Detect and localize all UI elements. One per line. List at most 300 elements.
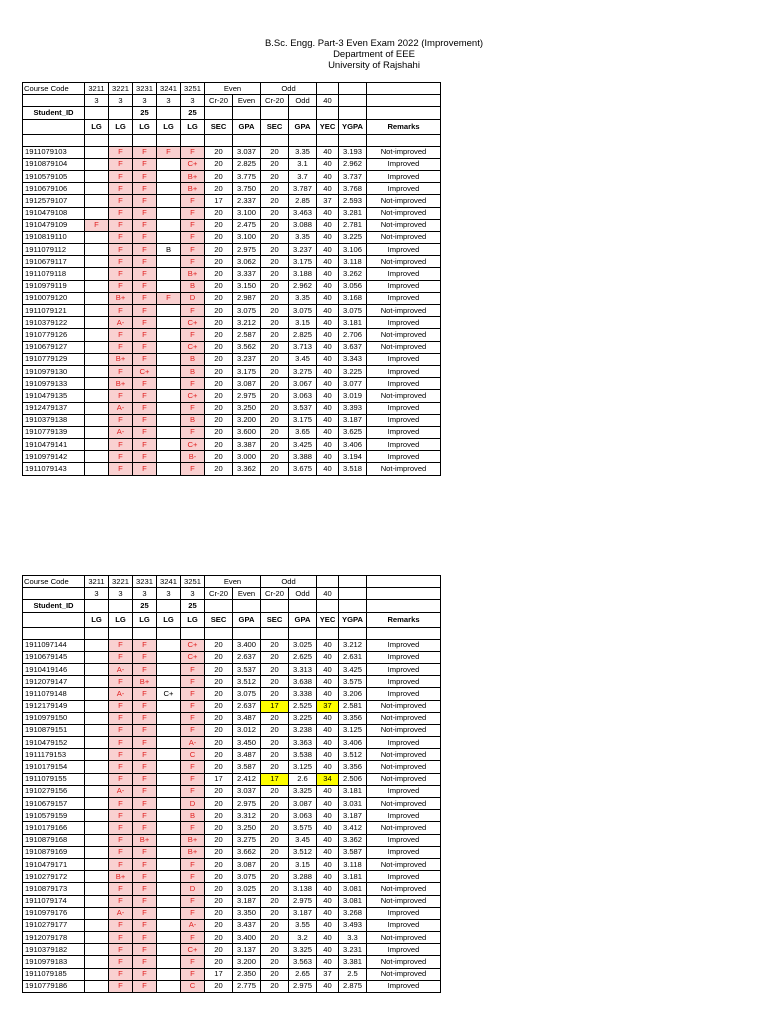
ygpa-value: 3.056 <box>339 280 367 292</box>
grade-3231: F <box>133 968 157 980</box>
grade-3211 <box>85 341 109 353</box>
ygpa-value: 3.181 <box>339 785 367 797</box>
remarks-value: Improved <box>367 785 441 797</box>
odd-sec: 20 <box>261 980 289 992</box>
ygpa-value: 3.081 <box>339 895 367 907</box>
ygpa-value: 3.212 <box>339 639 367 651</box>
even-gpa: 3.175 <box>233 365 261 377</box>
even-gpa: 3.487 <box>233 749 261 761</box>
even-sec: 20 <box>205 737 233 749</box>
odd-gpa: 3.1 <box>289 158 317 170</box>
even-gpa: 3.337 <box>233 268 261 280</box>
grade-3241 <box>157 761 181 773</box>
odd-gpa: 3.35 <box>289 292 317 304</box>
grade-3241 <box>157 378 181 390</box>
course-credit: 3 <box>109 95 133 107</box>
ygpa-value: 3.362 <box>339 834 367 846</box>
empty-cell <box>367 107 441 119</box>
empty-cell <box>23 612 85 627</box>
odd-gpa: 3.175 <box>289 256 317 268</box>
grade-3241 <box>157 183 181 195</box>
grade-3211 <box>85 932 109 944</box>
yec-value: 40 <box>317 256 339 268</box>
course-weight: 25 <box>181 107 205 119</box>
odd-gpa: 3.787 <box>289 183 317 195</box>
sec-label: SEC <box>205 612 233 627</box>
odd-gpa: 2.525 <box>289 700 317 712</box>
even-sec: 20 <box>205 305 233 317</box>
even-gpa: 3.600 <box>233 426 261 438</box>
remarks-value: Improved <box>367 402 441 414</box>
student-id: 1912079178 <box>23 932 85 944</box>
empty-cell <box>181 627 205 639</box>
grade-3211 <box>85 737 109 749</box>
grade-3231: F <box>133 846 157 858</box>
table-row <box>23 822 441 834</box>
grade-3241 <box>157 980 181 992</box>
department-name: Department of EEE <box>333 49 415 60</box>
student-id: 1910879104 <box>23 158 85 170</box>
grade-3241 <box>157 219 181 231</box>
grade-3241 <box>157 822 181 834</box>
grade-3221: A- <box>109 402 133 414</box>
odd-sec: 20 <box>261 353 289 365</box>
grade-3241 <box>157 956 181 968</box>
ygpa-value: 3.231 <box>339 944 367 956</box>
table-row <box>23 919 441 931</box>
empty-cell <box>367 134 441 146</box>
ygpa-value: 3.077 <box>339 378 367 390</box>
course-code: 3251 <box>181 83 205 95</box>
even-sec: 20 <box>205 244 233 256</box>
odd-sec: 20 <box>261 256 289 268</box>
ygpa-value: 3.225 <box>339 231 367 243</box>
remarks-value: Improved <box>367 353 441 365</box>
odd-gpa: 3.025 <box>289 639 317 651</box>
even-sec: 20 <box>205 700 233 712</box>
odd-gpa: 3.35 <box>289 231 317 243</box>
grade-3231: F <box>133 231 157 243</box>
table-row <box>23 414 441 426</box>
grade-3251: C+ <box>181 390 205 402</box>
student-id: 1910419146 <box>23 663 85 675</box>
yec-value: 40 <box>317 932 339 944</box>
grade-3211 <box>85 183 109 195</box>
grade-3231: F <box>133 712 157 724</box>
yec-value: 40 <box>317 207 339 219</box>
grade-3211 <box>85 907 109 919</box>
course-code-label: Course Code <box>23 576 85 588</box>
course-credit: 3 <box>181 95 205 107</box>
grade-3241 <box>157 195 181 207</box>
even-group-label: Even <box>205 83 261 95</box>
remarks-value: Improved <box>367 170 441 182</box>
even-sec: 20 <box>205 871 233 883</box>
grade-3241 <box>157 895 181 907</box>
grade-3211 <box>85 146 109 158</box>
ygpa-value: 3.493 <box>339 919 367 931</box>
grade-3211 <box>85 895 109 907</box>
grade-3251: B <box>181 414 205 426</box>
even-gpa: 2.987 <box>233 292 261 304</box>
grade-3241 <box>157 676 181 688</box>
table-row <box>23 724 441 736</box>
odd-sec: 20 <box>261 219 289 231</box>
odd-sec: 20 <box>261 944 289 956</box>
even-gpa: 3.275 <box>233 834 261 846</box>
grade-3231: F <box>133 292 157 304</box>
empty-cell <box>157 107 181 119</box>
ygpa-value: 2.962 <box>339 158 367 170</box>
even-sec: 20 <box>205 158 233 170</box>
course-code-label: Course Code <box>23 83 85 95</box>
grade-3241: F <box>157 292 181 304</box>
grade-3241 <box>157 919 181 931</box>
even-gpa: 3.237 <box>233 353 261 365</box>
grade-3221: A- <box>109 907 133 919</box>
remarks-value: Improved <box>367 378 441 390</box>
ygpa-value: 2.781 <box>339 219 367 231</box>
grade-3241 <box>157 639 181 651</box>
remarks-value: Improved <box>367 451 441 463</box>
grade-3251: B+ <box>181 834 205 846</box>
grade-3251: C <box>181 980 205 992</box>
even-gpa: 3.400 <box>233 932 261 944</box>
remarks-value: Improved <box>367 268 441 280</box>
grade-3221: F <box>109 798 133 810</box>
yec-value: 40 <box>317 378 339 390</box>
odd-gpa: 3.188 <box>289 268 317 280</box>
grade-3221: A- <box>109 663 133 675</box>
student-id: 1910979130 <box>23 365 85 377</box>
grade-3241 <box>157 810 181 822</box>
grade-3251: C+ <box>181 341 205 353</box>
student-id: 1910879151 <box>23 724 85 736</box>
even-gpa: 3.487 <box>233 712 261 724</box>
remarks-value: Not-improved <box>367 146 441 158</box>
grade-3221: F <box>109 365 133 377</box>
table-row <box>23 280 441 292</box>
empty-cell <box>233 600 261 612</box>
yec-value: 40 <box>317 158 339 170</box>
even-sec: 20 <box>205 834 233 846</box>
header-row-credits <box>23 95 441 107</box>
student-id: 1910979119 <box>23 280 85 292</box>
ygpa-value: 3.737 <box>339 170 367 182</box>
grade-3221: F <box>109 451 133 463</box>
yec-value: 40 <box>317 907 339 919</box>
odd-gpa: 3.288 <box>289 871 317 883</box>
yec-value: 40 <box>317 390 339 402</box>
odd-sec: 20 <box>261 305 289 317</box>
yec-value: 40 <box>317 846 339 858</box>
grade-3221: F <box>109 390 133 402</box>
even-sec: 20 <box>205 329 233 341</box>
even-sec: 20 <box>205 663 233 675</box>
odd-gpa: 3.425 <box>289 439 317 451</box>
ygpa-value: 3.031 <box>339 798 367 810</box>
even-sec: 20 <box>205 207 233 219</box>
grade-3211 <box>85 846 109 858</box>
university-name: University of Rajshahi <box>328 60 420 71</box>
remarks-value: Improved <box>367 651 441 663</box>
odd-gpa: 2.962 <box>289 280 317 292</box>
table-row <box>23 378 441 390</box>
even-gpa: 3.100 <box>233 231 261 243</box>
grade-3211 <box>85 688 109 700</box>
odd-gpa: 3.65 <box>289 426 317 438</box>
even-gpa: 3.037 <box>233 146 261 158</box>
table-row <box>23 858 441 870</box>
student-id: 1910979150 <box>23 712 85 724</box>
ygpa-value: 3.587 <box>339 846 367 858</box>
empty-cell <box>23 134 85 146</box>
ygpa-value: 3.194 <box>339 451 367 463</box>
ygpa-value: 3.206 <box>339 688 367 700</box>
table-row <box>23 676 441 688</box>
odd-gpa: 3.45 <box>289 353 317 365</box>
grade-3221: F <box>109 773 133 785</box>
empty-cell <box>157 600 181 612</box>
odd-gpa: 3.088 <box>289 219 317 231</box>
even-gpa: 3.450 <box>233 737 261 749</box>
even-sec: 20 <box>205 280 233 292</box>
ygpa-value: 3.225 <box>339 365 367 377</box>
grade-3211 <box>85 353 109 365</box>
course-credit: 3 <box>181 588 205 600</box>
ygpa-label: YGPA <box>339 612 367 627</box>
grade-3221: F <box>109 256 133 268</box>
grade-3221: F <box>109 280 133 292</box>
grade-3251: C+ <box>181 317 205 329</box>
letter-grade-label: LG <box>109 119 133 134</box>
remarks-value: Not-improved <box>367 231 441 243</box>
grade-3221: F <box>109 749 133 761</box>
grade-3221: A- <box>109 688 133 700</box>
header-row-course-codes <box>23 83 441 95</box>
grade-3251: F <box>181 785 205 797</box>
even-sec: 20 <box>205 944 233 956</box>
student-id: 1910479108 <box>23 207 85 219</box>
even-sec: 20 <box>205 724 233 736</box>
remarks-value: Not-improved <box>367 895 441 907</box>
yec-value: 40 <box>317 871 339 883</box>
odd-sec: 20 <box>261 639 289 651</box>
odd-sec: 20 <box>261 676 289 688</box>
grade-3231: F <box>133 317 157 329</box>
grade-3211 <box>85 773 109 785</box>
grade-3221: B+ <box>109 292 133 304</box>
grade-3231: F <box>133 798 157 810</box>
grade-3241 <box>157 305 181 317</box>
odd-sec: 20 <box>261 688 289 700</box>
letter-grade-label: LG <box>181 119 205 134</box>
ygpa-value: 3.019 <box>339 390 367 402</box>
even-gpa: 3.200 <box>233 414 261 426</box>
grade-3241 <box>157 317 181 329</box>
grade-3251: F <box>181 305 205 317</box>
grade-3211 <box>85 390 109 402</box>
table-row <box>23 798 441 810</box>
even-gpa: 3.437 <box>233 919 261 931</box>
table-row <box>23 451 441 463</box>
odd-gpa: 3.238 <box>289 724 317 736</box>
odd-gpa: 3.537 <box>289 402 317 414</box>
grade-3251: F <box>181 244 205 256</box>
empty-cell <box>23 588 85 600</box>
course-credit: 3 <box>109 588 133 600</box>
odd-sec: 20 <box>261 378 289 390</box>
table-row <box>23 305 441 317</box>
odd-sec: 20 <box>261 463 289 475</box>
odd-sec: 20 <box>261 329 289 341</box>
grade-3231: F <box>133 390 157 402</box>
grade-3231: F <box>133 378 157 390</box>
course-weight: 25 <box>133 107 157 119</box>
gpa-label: GPA <box>289 612 317 627</box>
grade-3241 <box>157 712 181 724</box>
grade-3211 <box>85 871 109 883</box>
empty-cell <box>133 627 157 639</box>
yec-value: 40 <box>317 761 339 773</box>
course-credit: 3 <box>133 95 157 107</box>
grade-3221: F <box>109 158 133 170</box>
even-sec: 20 <box>205 907 233 919</box>
ygpa-value: 2.875 <box>339 980 367 992</box>
remarks-value: Improved <box>367 980 441 992</box>
odd-gpa: 2.6 <box>289 773 317 785</box>
odd-gpa: 3.237 <box>289 244 317 256</box>
grade-3221: F <box>109 146 133 158</box>
grade-3251: F <box>181 907 205 919</box>
grade-3241 <box>157 737 181 749</box>
table-row <box>23 353 441 365</box>
grade-3241 <box>157 329 181 341</box>
grade-3221: F <box>109 305 133 317</box>
grade-3251: F <box>181 426 205 438</box>
grade-3241 <box>157 773 181 785</box>
empty-cell <box>367 600 441 612</box>
yec-value: 40 <box>317 341 339 353</box>
yec-value: 40 <box>317 365 339 377</box>
letter-grade-label: LG <box>157 612 181 627</box>
course-code: 3251 <box>181 576 205 588</box>
odd-sec: 20 <box>261 724 289 736</box>
odd-sec: 20 <box>261 846 289 858</box>
yec-value: 34 <box>317 773 339 785</box>
table-row <box>23 341 441 353</box>
odd-sec: 20 <box>261 907 289 919</box>
odd-gpa: 3.275 <box>289 365 317 377</box>
yec-value: 40 <box>317 170 339 182</box>
grade-3221: F <box>109 846 133 858</box>
grade-3211 <box>85 195 109 207</box>
even-sec: 17 <box>205 968 233 980</box>
exam-title: B.Sc. Engg. Part-3 Even Exam 2022 (Improvement) <box>264 38 484 49</box>
grade-3231: F <box>133 724 157 736</box>
grade-3241 <box>157 158 181 170</box>
remarks-value: Not-improved <box>367 883 441 895</box>
empty-cell <box>317 134 339 146</box>
odd-gpa: 3.075 <box>289 305 317 317</box>
grade-3211 <box>85 365 109 377</box>
odd-gpa: 3.563 <box>289 956 317 968</box>
ygpa-value: 3.187 <box>339 414 367 426</box>
grade-3231: F <box>133 146 157 158</box>
student-id: 1911079121 <box>23 305 85 317</box>
odd-sec: 20 <box>261 317 289 329</box>
empty-cell <box>317 83 339 95</box>
odd-sec: 20 <box>261 968 289 980</box>
grade-3241 <box>157 280 181 292</box>
even-sec: 20 <box>205 451 233 463</box>
grade-3251: D <box>181 883 205 895</box>
grade-3221: F <box>109 268 133 280</box>
even-sec: 20 <box>205 268 233 280</box>
yec-value: 40 <box>317 785 339 797</box>
empty-cell <box>109 600 133 612</box>
remarks-value: Improved <box>367 676 441 688</box>
student-id: 1911079148 <box>23 688 85 700</box>
yec-value: 40 <box>317 426 339 438</box>
grade-3211 <box>85 292 109 304</box>
grade-3251: B <box>181 810 205 822</box>
student-id: 1910479109 <box>23 219 85 231</box>
grade-3251: B <box>181 280 205 292</box>
remarks-value: Improved <box>367 663 441 675</box>
empty-cell <box>205 107 233 119</box>
grade-3231: F <box>133 256 157 268</box>
grade-3241 <box>157 834 181 846</box>
even-sec: 20 <box>205 895 233 907</box>
table-row <box>23 158 441 170</box>
ygpa-value: 3.518 <box>339 463 367 475</box>
grade-3211 <box>85 676 109 688</box>
odd-sec: 20 <box>261 292 289 304</box>
odd-sec: 20 <box>261 231 289 243</box>
grade-3231: F <box>133 268 157 280</box>
empty-cell <box>233 627 261 639</box>
odd-sec: 20 <box>261 439 289 451</box>
odd-gpa: 3.388 <box>289 451 317 463</box>
grade-3211 <box>85 439 109 451</box>
grade-3241 <box>157 463 181 475</box>
odd-sec: 20 <box>261 798 289 810</box>
grade-3231: F <box>133 773 157 785</box>
grade-3251: B+ <box>181 183 205 195</box>
odd-gpa: 2.825 <box>289 329 317 341</box>
student-id: 1911079103 <box>23 146 85 158</box>
grade-3251: F <box>181 688 205 700</box>
odd-sec: 20 <box>261 280 289 292</box>
grade-3231: F <box>133 651 157 663</box>
letter-grade-label: LG <box>181 612 205 627</box>
grade-3211 <box>85 834 109 846</box>
yec-label: YEC <box>317 612 339 627</box>
grade-3231: F <box>133 195 157 207</box>
ygpa-value: 3.075 <box>339 305 367 317</box>
table-row <box>23 883 441 895</box>
student-id: 1910679157 <box>23 798 85 810</box>
grade-3231: F <box>133 439 157 451</box>
even-sec: 20 <box>205 402 233 414</box>
yec-value: 40 <box>317 268 339 280</box>
even-gpa: 3.562 <box>233 341 261 353</box>
grade-3231: F <box>133 414 157 426</box>
grade-3231: C+ <box>133 365 157 377</box>
grade-3251: A- <box>181 737 205 749</box>
grade-3221: F <box>109 944 133 956</box>
